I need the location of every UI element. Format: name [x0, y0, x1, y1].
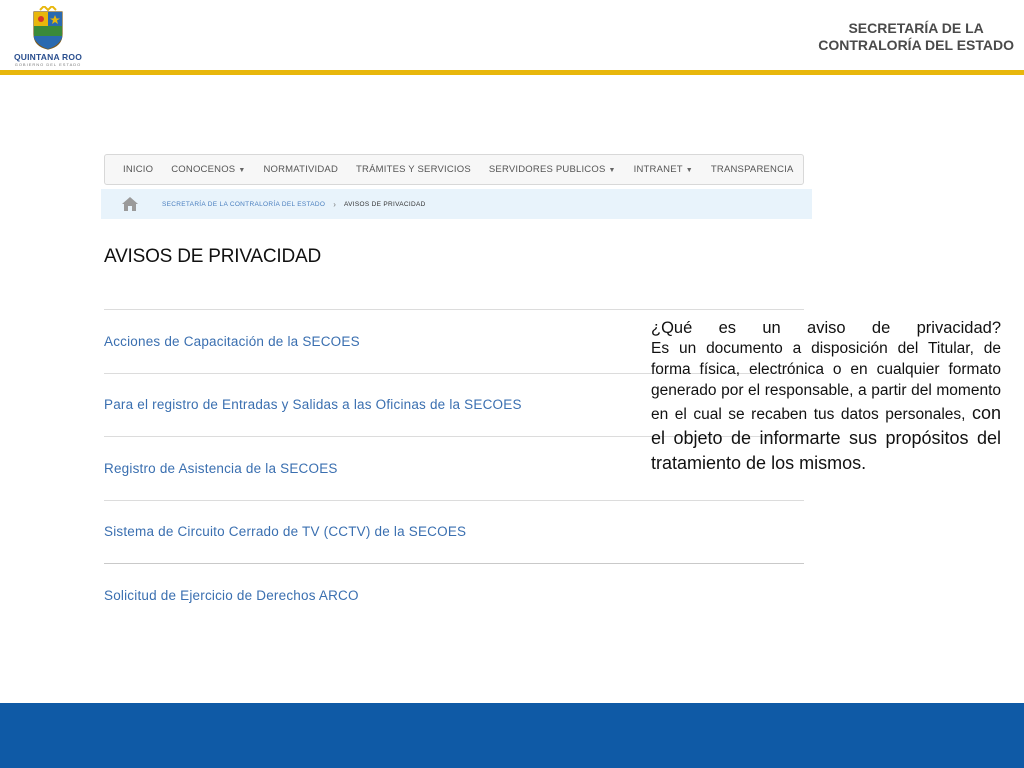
caret-down-icon: ▼: [608, 167, 616, 174]
list-item-link[interactable]: Sistema de Circuito Cerrado de TV (CCTV) de la SECOES: [104, 524, 467, 540]
nav-label: INICIO: [123, 164, 154, 175]
nav-item-conocenos[interactable]: [171, 164, 245, 175]
definition-question: ¿Qué es un aviso de privacidad?: [651, 319, 1001, 337]
breadcrumb-current: AVISOS DE PRIVACIDAD: [343, 200, 426, 208]
coat-of-arms-icon: [30, 6, 66, 50]
page-header: [0, 0, 1024, 70]
list-item: [104, 563, 804, 627]
nav-item-normatividad[interactable]: [263, 164, 338, 175]
caret-down-icon: ▼: [685, 167, 693, 174]
nav-label: SERVIDORES PUBLICOS: [488, 164, 606, 175]
home-icon[interactable]: [121, 196, 139, 212]
list-item: [104, 500, 804, 564]
list-item-link[interactable]: Solicitud de Ejercicio de Derechos ARCO: [104, 587, 359, 603]
nav-item-intranet[interactable]: [634, 164, 693, 175]
nav-label: NORMATIVIDAD: [263, 164, 339, 175]
privacy-definition: [651, 318, 1001, 476]
breadcrumb-link[interactable]: SECRETARÍA DE LA CONTRALORÍA DEL ESTADO: [162, 200, 326, 208]
caret-down-icon: ▼: [238, 167, 246, 174]
list-item-link[interactable]: Registro de Asistencia de la SECOES: [104, 460, 338, 476]
gold-divider: [0, 70, 1024, 75]
main-nav: [104, 154, 804, 185]
list-item-link[interactable]: Para el registro de Entradas y Salidas a las Oficinas de la SECOES: [104, 397, 522, 413]
quintana-roo-logo[interactable]: [8, 4, 88, 66]
nav-item-servidores[interactable]: [489, 164, 616, 175]
secretaria-title: [818, 20, 1014, 54]
definition-body-part-1: Es un documento a disposición del Titular, de forma física, electrónica o en cualquier formato generado por el responsable, a partir del momento en el cual se recaben tus datos personales,: [651, 340, 1001, 423]
page-title: AVISOS DE PRIVACIDAD: [104, 246, 322, 267]
footer-bar: [0, 703, 1024, 768]
nav-item-inicio[interactable]: [123, 164, 153, 175]
nav-item-tramites[interactable]: [356, 164, 471, 175]
breadcrumb: [101, 189, 812, 219]
definition-body: [651, 338, 1001, 476]
secretaria-line-2: CONTRALORÍA DEL ESTADO: [818, 37, 1014, 53]
nav-label: TRANSPARENCIA: [710, 164, 794, 175]
logo-text: QUINTANA ROO: [13, 52, 83, 62]
nav-item-transparencia[interactable]: [711, 164, 794, 175]
breadcrumb-separator: ›: [333, 199, 336, 209]
list-item-link[interactable]: Acciones de Capacitación de la SECOES: [104, 333, 360, 349]
nav-label: CONOCENOS: [171, 164, 236, 175]
nav-label: TRÁMITES Y SERVICIOS: [356, 164, 471, 175]
nav-label: INTRANET: [633, 164, 683, 175]
secretaria-line-1: SECRETARÍA DE LA: [848, 20, 984, 36]
definition-body-part-2: con el objeto de informarte sus propósitos del tratamiento de los mismos.: [651, 403, 1001, 473]
logo-subtext: GOBIERNO DEL ESTADO: [14, 62, 82, 67]
